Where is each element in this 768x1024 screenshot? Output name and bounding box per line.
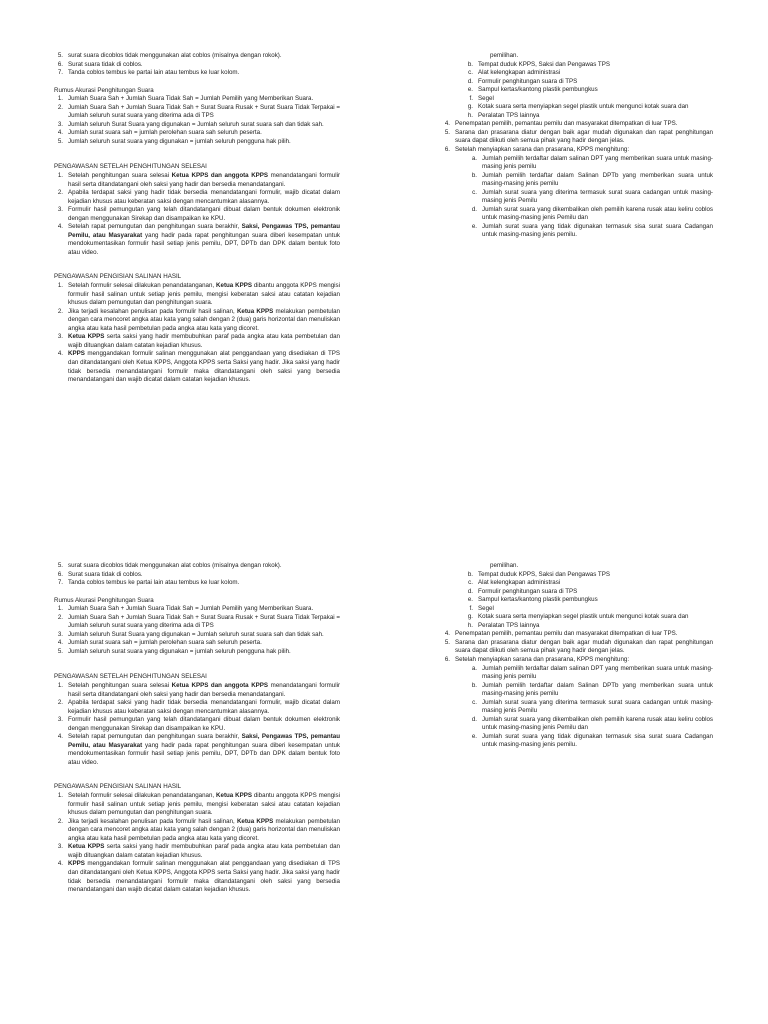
- list-item: 4. Penempatan pemilih, pemantau pemilu dan masyarakat ditempatkan di luar TPS.: [444, 120, 678, 128]
- right-column: [441, 52, 713, 240]
- list-item: 6. Surat suara tidak di coblos.: [57, 570, 143, 578]
- list-item: 3. Jumlah seluruh Surat Suara yang digunakan = Jumlah seluruh surat suara sah dan tidak sah.: [57, 630, 324, 638]
- list-item: 1. Setelah penghitungan suara selesai Ketua KPPS dan anggota KPPS menandatangani formulir hasil serta ditandatangani oleh saksi yang hadir dan bersedia menandatangani.: [57, 172, 341, 188]
- section-heading-setelah: PENGAWASAN SETELAH PENGHITUNGAN SELESAI: [54, 673, 207, 681]
- list-item: 3. Ketua KPPS serta saksi yang hadir membubuhkan paraf pada angka atau kata pembetulan dan wajib dituangkan dalam catatan kejadian khusus.: [57, 843, 340, 859]
- list-item: 5. Sarana dan prasarana diatur dengan baik agar mudah digunakan dan rapat penghitungan suara dapat diikuti oleh semua pihak yang hadir dengan jelas.: [444, 638, 713, 655]
- list-item: 2. Jumlah Suara Sah + Jumlah Suara Tidak Sah + Surat Suara Rusak + Surat Suara Tidak Terpakai = Jumlah seluruh surat suara yang diterima ada di TPS: [57, 103, 340, 120]
- section-heading-setelah: PENGAWASAN SETELAH PENGHITUNGAN SELESAI: [54, 163, 207, 171]
- list-item: 3. Jumlah seluruh Surat Suara yang digunakan = Jumlah seluruh surat suara sah dan tidak sah.: [57, 120, 324, 128]
- list-item: 1. Setelah penghitungan suara selesai Ketua KPPS dan anggota KPPS menandatangani formulir hasil serta ditandatangani oleh saksi yang hadir dan bersedia menandatangani.: [57, 682, 341, 698]
- list-item: 5. Sarana dan prasarana diatur dengan baik agar mudah digunakan dan rapat penghitungan suara dapat diikuti oleh semua pihak yang hadir dengan jelas.: [444, 128, 713, 145]
- list-item: 3. Formulir hasil pemungutan yang telah ditandatangani dibuat dalam bentuk dokumen elektronik dengan menggunakan Sirekap dan disampaikan ke KPU.: [57, 206, 340, 222]
- section-heading-rumus: Rumus Akurasi Penghitungan Suara: [54, 596, 154, 604]
- list-item: 6. Setelah menyiapkan sarana dan prasarana, KPPS menghitung:: [444, 146, 630, 154]
- list-item: b. Tempat duduk KPPS, Saksi dan Pengawas TPS: [467, 60, 610, 68]
- list-item: 1. Jumlah Suara Sah + Jumlah Suara Tidak Sah = Jumlah Pemilih yang Memberikan Suara.: [57, 95, 314, 103]
- list-item: 1. Setelah formulir selesai dilakukan penandatanganan, Ketua KPPS dibantu anggota KPPS mengisi formulir hasil salinan untuk setiap jenis pemilu, mengisi keberatan saksi atau catatan kejadian khusus dalam pemungutan dan penghitungan suara.: [57, 282, 341, 307]
- list-item: 4. Jumlah surat suara sah = jumlah perolehan suara sah seluruh peserta.: [57, 129, 262, 137]
- left-column: [54, 562, 340, 895]
- list-item: 4. Setelah rapat pemungutan dan penghitungan suara berakhir, Saksi, Pengawas TPS, pemantau Pemilu, atau Masyarakat yang hadir pada rapat penghitungan suara diberi kesempatan untuk mendokumentasikan formulir hasil setiap jenis pemilu, DPT, DPTb dan DPK dalam bentuk foto atau video.: [57, 223, 340, 256]
- section-heading-rumus: Rumus Akurasi Penghitungan Suara: [54, 86, 154, 94]
- list-item: d. Formulir penghitungan suara di TPS: [467, 77, 578, 85]
- list-item: e. Jumlah surat suara yang tidak digunakan termasuk sisa surat suara Cadangan untuk masing-masing jenis pemilu.: [471, 732, 713, 749]
- list-item: d. Jumlah surat suara yang dikembalikan oleh pemilih karena rusak atau keliru coblos untuk masing-masing jenis Pemilu dan: [471, 205, 713, 222]
- list-item: 2. Jika terjadi kesalahan penulisan pada formulir hasil salinan, Ketua KPPS melakukan pembetulan dengan cara mencoret angka atau kata yang salah dengan 2 (dua) garis horizontal dan menuliskan angka atau kata hasil pembetulan pada angka atau kata yang dicoret.: [57, 307, 340, 332]
- list-item: 3. Formulir hasil pemungutan yang telah ditandatangani dibuat dalam bentuk dokumen elektronik dengan menggunakan Sirekap dan disampaikan ke KPU.: [57, 716, 340, 732]
- list-item: e. Sampul kertas/kantong plastik pembungkus: [467, 86, 598, 94]
- list-item: 4. Jumlah surat suara sah = jumlah perolehan suara sah seluruh peserta.: [57, 639, 262, 647]
- list-item: 5. Jumlah seluruh surat suara yang digunakan = jumlah seluruh pengguna hak pilih.: [57, 647, 291, 655]
- list-item: 7. Tanda coblos tembus ke partai lain atau tembus ke luar kolom.: [57, 579, 240, 587]
- list-item: 5. surat suara dicoblos tidak menggunakan alat coblos (misalnya dengan rokok).: [57, 52, 282, 59]
- list-item: 6. Setelah menyiapkan sarana dan prasarana, KPPS menghitung:: [444, 656, 630, 664]
- list-item: 2. Apabila terdapat saksi yang hadir tidak bersedia menandatangani formulir, wajib dicatat dalam kejadian khusus atau keberatan saksi dengan mencantumkan alasannya.: [57, 699, 340, 715]
- list-item: 7. Tanda coblos tembus ke partai lain atau tembus ke luar kolom.: [57, 69, 240, 77]
- section-heading-salinan: PENGAWASAN PENGISIAN SALINAN HASIL: [54, 273, 182, 281]
- right-column: [441, 562, 713, 750]
- list-item: 4. Penempatan pemilih, pemantau pemilu dan masyarakat ditempatkan di luar TPS.: [444, 630, 678, 638]
- left-column: [54, 52, 340, 385]
- list-item: 1. Setelah formulir selesai dilakukan penandatanganan, Ketua KPPS dibantu anggota KPPS mengisi formulir hasil salinan untuk setiap jenis pemilu, mengisi keberatan saksi atau catatan kejadian khusus dalam pemungutan dan penghitungan suara.: [57, 792, 341, 817]
- list-item: h. Peralatan TPS lainnya: [467, 621, 540, 629]
- list-item: g. Kotak suara serta menyiapkan segel plastik untuk mengunci kotak suara dan: [467, 103, 689, 111]
- list-item: d. Jumlah surat suara yang dikembalikan oleh pemilih karena rusak atau keliru coblos untuk masing-masing jenis Pemilu dan: [471, 715, 713, 732]
- list-item: b. Jumlah pemilih terdaftar dalam Salinan DPTb yang memberikan suara untuk masing-masing jenis pemilu: [471, 681, 713, 698]
- section-heading-salinan: PENGAWASAN PENGISIAN SALINAN HASIL: [54, 783, 182, 791]
- list-item: c. Jumlah surat suara yang diterima termasuk surat suara cadangan untuk masing-masing jenis Pemilu: [472, 188, 713, 205]
- list-item: a. Jumlah pemilih terdaftar dalam salinan DPT yang memberikan suara untuk masing-masing jenis pemilu: [471, 154, 713, 171]
- list-item: 2. Apabila terdapat saksi yang hadir tidak bersedia menandatangani formulir, wajib dicatat dalam kejadian khusus atau keberatan saksi dengan mencantumkan alasannya.: [57, 189, 340, 205]
- list-item: b. Tempat duduk KPPS, Saksi dan Pengawas TPS: [467, 570, 610, 578]
- list-item: 1. Jumlah Suara Sah + Jumlah Suara Tidak Sah = Jumlah Pemilih yang Memberikan Suara.: [57, 605, 314, 613]
- list-item: 3. Ketua KPPS serta saksi yang hadir membubuhkan paraf pada angka atau kata pembetulan dan wajib dituangkan dalam catatan kejadian khusus.: [57, 333, 340, 349]
- list-item: a. Jumlah pemilih terdaftar dalam salinan DPT yang memberikan suara untuk masing-masing jenis pemilu: [471, 664, 713, 681]
- list-item: c. Alat kelengkapan administrasi: [468, 579, 561, 587]
- list-item: e. Sampul kertas/kantong plastik pembungkus: [467, 596, 598, 604]
- page-half-bottom: [0, 510, 768, 1022]
- list-item: 2. Jika terjadi kesalahan penulisan pada formulir hasil salinan, Ketua KPPS melakukan pembetulan dengan cara mencoret angka atau kata yang salah dengan 2 (dua) garis horizontal dan menuliskan angka atau kata hasil pembetulan pada angka atau kata yang dicoret.: [57, 817, 340, 842]
- list-item: b. Jumlah pemilih terdaftar dalam Salinan DPTb yang memberikan suara untuk masing-masing jenis pemilu: [471, 171, 713, 188]
- list-item: 2. Jumlah Suara Sah + Jumlah Suara Tidak Sah + Surat Suara Rusak + Surat Suara Tidak Terpakai = Jumlah seluruh surat suara yang diterima ada di TPS: [57, 613, 340, 630]
- list-item: 4. Setelah rapat pemungutan dan penghitungan suara berakhir, Saksi, Pengawas TPS, pemantau Pemilu, atau Masyarakat yang hadir pada rapat penghitungan suara diberi kesempatan untuk mendokumentasikan formulir hasil setiap jenis pemilu, DPT, DPTb dan DPK dalam bentuk foto atau video.: [57, 733, 340, 766]
- continued-line: pemilihan.: [490, 562, 519, 569]
- list-item: c. Jumlah surat suara yang diterima termasuk surat suara cadangan untuk masing-masing jenis Pemilu: [472, 698, 713, 715]
- continued-line: pemilihan.: [490, 52, 519, 59]
- list-item: d. Formulir penghitungan suara di TPS: [467, 587, 578, 595]
- list-item: 4. KPPS menggandakan formulir salinan menggunakan alat penggandaan yang disediakan di TPS dan ditandatangani oleh Ketua KPPS, Anggota KPPS serta Saksi yang hadir. Jika saksi yang hadir tidak bersedia menandatangani formulir maka ditandatangani oleh saksi yang bersedia menandatangani dan wajib dicatat dalam catatan kejadian khusus.: [57, 860, 340, 894]
- list-item: e. Jumlah surat suara yang tidak digunakan termasuk sisa surat suara Cadangan untuk masing-masing jenis pemilu.: [471, 222, 713, 239]
- list-item: h. Peralatan TPS lainnya: [467, 111, 540, 119]
- list-item: f. Segel: [469, 604, 494, 612]
- list-item: g. Kotak suara serta menyiapkan segel plastik untuk mengunci kotak suara dan: [467, 613, 689, 621]
- list-item: 5. Jumlah seluruh surat suara yang digunakan = jumlah seluruh pengguna hak pilih.: [57, 137, 291, 145]
- list-item: f. Segel: [469, 94, 494, 102]
- list-item: c. Alat kelengkapan administrasi: [468, 69, 561, 77]
- list-item: 5. surat suara dicoblos tidak menggunakan alat coblos (misalnya dengan rokok).: [57, 562, 282, 569]
- list-item: 6. Surat suara tidak di coblos.: [57, 60, 143, 68]
- list-item: 4. KPPS menggandakan formulir salinan menggunakan alat penggandaan yang disediakan di TPS dan ditandatangani oleh Ketua KPPS, Anggota KPPS serta Saksi yang hadir. Jika saksi yang hadir tidak bersedia menandatangani formulir maka ditandatangani oleh saksi yang bersedia menandatangani dan wajib dicatat dalam catatan kejadian khusus.: [57, 350, 340, 384]
